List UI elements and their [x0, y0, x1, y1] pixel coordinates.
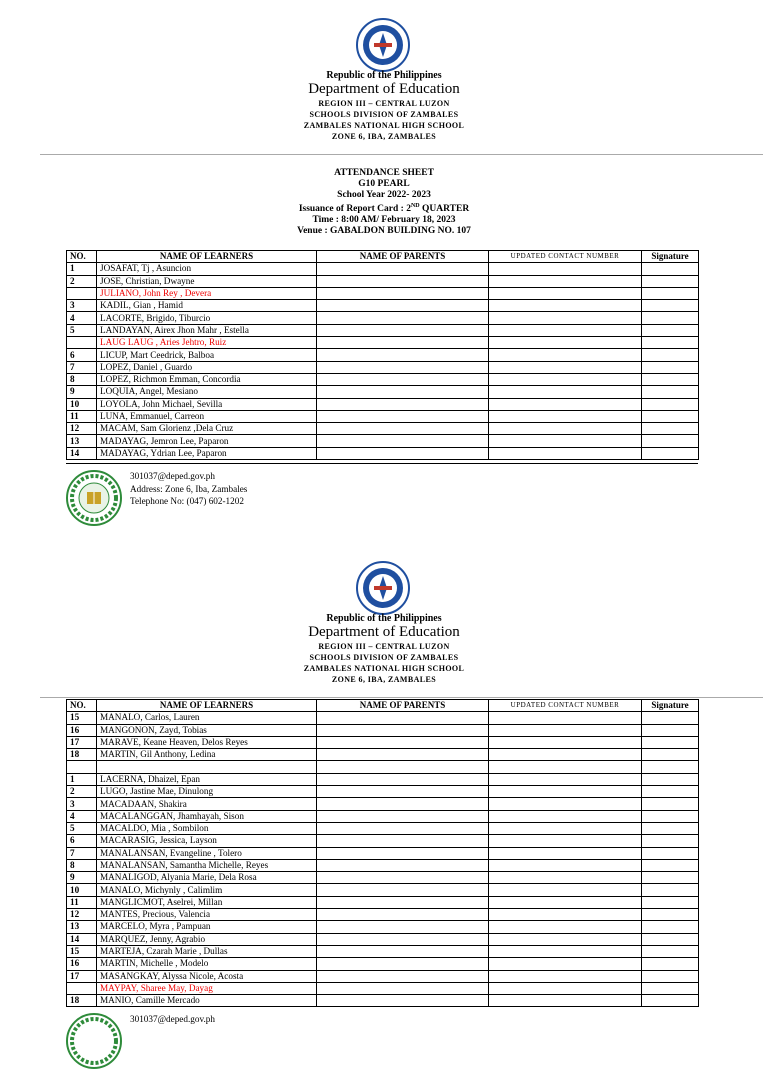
col-learners: NAME OF LEARNERS — [97, 251, 317, 263]
learner-name: MAYPAY, Sharee May, Dayag — [97, 982, 317, 994]
deped-seal-icon — [356, 18, 410, 72]
learner-name: MARAVE, Keane Heaven, Delos Reyes — [97, 736, 317, 748]
learner-name: MARQUEZ, Jenny, Agrabio — [97, 933, 317, 945]
table-row — [67, 410, 699, 422]
row-number: 8 — [67, 373, 97, 385]
row-number — [67, 982, 97, 994]
contact-number-cell — [489, 300, 642, 312]
row-number: 3 — [67, 798, 97, 810]
parent-name-cell — [317, 287, 489, 299]
learner-name: MADAYAG, Ydrian Lee, Paparon — [97, 447, 317, 459]
learner-name: MANGLICMOT, Aselrei, Millan — [97, 896, 317, 908]
table-row — [67, 712, 699, 724]
signature-cell — [642, 982, 699, 994]
contact-number-cell — [489, 958, 642, 970]
table-bottom-rule — [66, 463, 698, 464]
row-number: 3 — [67, 300, 97, 312]
table-row — [67, 275, 699, 287]
contact-number-cell — [489, 263, 642, 275]
col-contact: UPDATED CONTACT NUMBER — [489, 700, 642, 712]
parent-name-cell — [317, 386, 489, 398]
parent-name-cell — [317, 970, 489, 982]
parent-name-cell — [317, 373, 489, 385]
contact-number-cell — [489, 970, 642, 982]
sheet-venue: Venue : GABALDON BUILDING NO. 107 — [297, 226, 471, 237]
contact-number-cell — [489, 786, 642, 798]
footer-email: 301037@deped.gov.ph — [130, 471, 215, 481]
table-row — [67, 884, 699, 896]
table-row — [67, 361, 699, 373]
row-number: 18 — [67, 749, 97, 761]
contact-number-cell — [489, 773, 642, 785]
parent-name-cell — [317, 724, 489, 736]
signature-cell — [642, 896, 699, 908]
school-line: ZAMBALES NATIONAL HIGH SCHOOL — [303, 121, 465, 130]
table-row — [67, 909, 699, 921]
table-header-row — [67, 251, 699, 263]
learner-name: JOSE, Christian, Dwayne — [97, 275, 317, 287]
contact-number-cell — [489, 909, 642, 921]
table-row — [67, 736, 699, 748]
learner-name: MANALO, Carlos, Lauren — [97, 712, 317, 724]
learner-name: LOPEZ, Daniel , Guardo — [97, 361, 317, 373]
contact-number-cell — [489, 724, 642, 736]
learner-name: MADAYAG, Jemron Lee, Paparon — [97, 435, 317, 447]
table-row — [67, 447, 699, 459]
parent-name-cell — [317, 275, 489, 287]
parent-name-cell — [317, 410, 489, 422]
table-row — [67, 896, 699, 908]
row-number: 5 — [67, 324, 97, 336]
signature-cell — [642, 337, 699, 349]
table-row — [67, 312, 699, 324]
signature-cell — [642, 275, 699, 287]
learner-name: MANALO, Michynly , Calimlim — [97, 884, 317, 896]
learner-name: LICUP, Mart Ceedrick, Balboa — [97, 349, 317, 361]
learner-name: MARTEJA, Czarah Marie , Dullas — [97, 945, 317, 957]
contact-number-cell — [489, 337, 642, 349]
signature-cell — [642, 822, 699, 834]
signature-cell — [642, 995, 699, 1007]
contact-number-cell — [489, 749, 642, 761]
table-row — [67, 435, 699, 447]
learner-name: MARTIN, Michelle , Modelo — [97, 958, 317, 970]
contact-number-cell — [489, 859, 642, 871]
footer-email: 301037@deped.gov.ph — [130, 1014, 215, 1024]
row-number: 13 — [67, 435, 97, 447]
school-line: ZAMBALES NATIONAL HIGH SCHOOL — [303, 664, 465, 673]
sheet-issuance: Issuance of Report Card : 2ND QUARTER — [298, 203, 470, 215]
parent-name-cell — [317, 847, 489, 859]
learner-name: LOYOLA, John Michael, Sevilla — [97, 398, 317, 410]
col-no: NO. — [67, 251, 97, 263]
zone-line: ZONE 6, IBA, ZAMBALES — [331, 675, 437, 684]
contact-number-cell — [489, 398, 642, 410]
learner-name: LACORTE, Brigido, Tiburcio — [97, 312, 317, 324]
table-2a-spacer — [67, 761, 699, 773]
signature-cell — [642, 798, 699, 810]
sheet-title: ATTENDANCE SHEET — [334, 168, 434, 178]
table-row — [67, 786, 699, 798]
signature-cell — [642, 324, 699, 336]
row-number: 1 — [67, 773, 97, 785]
signature-cell — [642, 958, 699, 970]
signature-cell — [642, 736, 699, 748]
learner-name: MACARASIG, Jessica, Layson — [97, 835, 317, 847]
row-number: 15 — [67, 712, 97, 724]
parent-name-cell — [317, 835, 489, 847]
learner-name: JULIANO, John Rey , Devera — [97, 287, 317, 299]
signature-cell — [642, 909, 699, 921]
signature-cell — [642, 724, 699, 736]
table-row — [67, 287, 699, 299]
table-row — [67, 933, 699, 945]
row-number: 6 — [67, 835, 97, 847]
contact-number-cell — [489, 945, 642, 957]
parent-name-cell — [317, 982, 489, 994]
table-1-body — [67, 263, 699, 460]
learner-name: LOQUIA, Angel, Mesiano — [97, 386, 317, 398]
learner-name: MACALDO, Mia , Sombilon — [97, 822, 317, 834]
contact-number-cell — [489, 933, 642, 945]
parent-name-cell — [317, 423, 489, 435]
contact-number-cell — [489, 835, 642, 847]
learner-name: KADIL, Gian , Hamid — [97, 300, 317, 312]
parent-name-cell — [317, 896, 489, 908]
signature-cell — [642, 835, 699, 847]
signature-cell — [642, 945, 699, 957]
col-learners: NAME OF LEARNERS — [97, 700, 317, 712]
learner-name: LANDAYAN, Airex Jhon Mahr , Estella — [97, 324, 317, 336]
signature-cell — [642, 712, 699, 724]
parent-name-cell — [317, 712, 489, 724]
col-parents: NAME OF PARENTS — [317, 700, 489, 712]
department-title: Department of Education — [308, 624, 460, 640]
contact-number-cell — [489, 896, 642, 908]
parent-name-cell — [317, 798, 489, 810]
row-number: 6 — [67, 349, 97, 361]
parent-name-cell — [317, 859, 489, 871]
header-divider — [40, 697, 763, 698]
row-number: 5 — [67, 822, 97, 834]
parent-name-cell — [317, 945, 489, 957]
row-number: 9 — [67, 872, 97, 884]
table-row — [67, 749, 699, 761]
signature-cell — [642, 386, 699, 398]
table-row — [67, 263, 699, 275]
signature-cell — [642, 933, 699, 945]
signature-cell — [642, 361, 699, 373]
row-number: 13 — [67, 921, 97, 933]
learner-name: MANIO, Camille Mercado — [97, 995, 317, 1007]
signature-cell — [642, 410, 699, 422]
parent-name-cell — [317, 398, 489, 410]
row-number: 11 — [67, 410, 97, 422]
row-number: 18 — [67, 995, 97, 1007]
learner-name: MANTES, Precious, Valencia — [97, 909, 317, 921]
learner-name: MANALIGOD, Alyania Marie, Dela Rosa — [97, 872, 317, 884]
row-number — [67, 287, 97, 299]
contact-number-cell — [489, 312, 642, 324]
row-number: 2 — [67, 275, 97, 287]
signature-cell — [642, 921, 699, 933]
row-number: 1 — [67, 263, 97, 275]
footer-spacer — [130, 467, 300, 468]
contact-number-cell — [489, 810, 642, 822]
table-2b-body — [67, 773, 699, 1007]
learner-name: LAUG LAUG , Aries Jehtro, Ruiz — [97, 337, 317, 349]
learner-name: LUGO, Jastine Mae, Dinulong — [97, 786, 317, 798]
table-row — [67, 859, 699, 871]
contact-number-cell — [489, 447, 642, 459]
table-row — [67, 847, 699, 859]
table-row — [67, 373, 699, 385]
parent-name-cell — [317, 435, 489, 447]
parent-name-cell — [317, 349, 489, 361]
parent-name-cell — [317, 958, 489, 970]
table-row — [67, 798, 699, 810]
learner-name: MARTIN, Gil Anthony, Ledina — [97, 749, 317, 761]
contact-number-cell — [489, 287, 642, 299]
row-number: 11 — [67, 896, 97, 908]
row-number: 12 — [67, 909, 97, 921]
region-line: REGION III – CENTRAL LUZON — [318, 99, 450, 108]
contact-number-cell — [489, 435, 642, 447]
footer-phone: Telephone No: (047) 602-1202 — [130, 496, 244, 506]
row-number: 14 — [67, 933, 97, 945]
parent-name-cell — [317, 872, 489, 884]
row-number: 16 — [67, 958, 97, 970]
signature-cell — [642, 398, 699, 410]
region-line: REGION III – CENTRAL LUZON — [318, 642, 450, 651]
table-header-row — [67, 700, 699, 712]
col-contact: UPDATED CONTACT NUMBER — [489, 251, 642, 263]
table-row — [67, 872, 699, 884]
table-row — [67, 810, 699, 822]
table-row — [67, 423, 699, 435]
contact-number-cell — [489, 822, 642, 834]
table-row — [67, 337, 699, 349]
row-number: 7 — [67, 847, 97, 859]
contact-number-cell — [489, 373, 642, 385]
signature-cell — [642, 287, 699, 299]
parent-name-cell — [317, 361, 489, 373]
table-row — [67, 995, 699, 1007]
learner-name: LUNA, Emmanuel, Carreon — [97, 410, 317, 422]
table-row — [67, 349, 699, 361]
republic-title: Republic of the Philippines — [326, 70, 442, 81]
attendance-table-1 — [66, 250, 699, 460]
signature-cell — [642, 810, 699, 822]
contact-number-cell — [489, 361, 642, 373]
signature-cell — [642, 786, 699, 798]
republic-title: Republic of the Philippines — [326, 613, 442, 624]
signature-cell — [642, 773, 699, 785]
signature-cell — [642, 872, 699, 884]
learner-name: MACADAAN, Shakira — [97, 798, 317, 810]
learner-name: LACERNA, Dhaizel, Epan — [97, 773, 317, 785]
sheet-school-year: School Year 2022- 2023 — [337, 190, 431, 200]
page-1 — [0, 0, 768, 520]
contact-number-cell — [489, 884, 642, 896]
row-number: 17 — [67, 736, 97, 748]
row-number: 2 — [67, 786, 97, 798]
parent-name-cell — [317, 810, 489, 822]
table-row — [67, 835, 699, 847]
contact-number-cell — [489, 712, 642, 724]
contact-number-cell — [489, 872, 642, 884]
col-parents: NAME OF PARENTS — [317, 251, 489, 263]
contact-number-cell — [489, 386, 642, 398]
row-number: 15 — [67, 945, 97, 957]
row-number: 4 — [67, 312, 97, 324]
contact-number-cell — [489, 736, 642, 748]
col-signature: Signature — [642, 251, 699, 263]
footer — [66, 470, 366, 526]
col-signature: Signature — [642, 700, 699, 712]
sheet-info — [0, 168, 768, 237]
learner-name: MANGONON, Zayd, Tobias — [97, 724, 317, 736]
parent-name-cell — [317, 822, 489, 834]
signature-cell — [642, 423, 699, 435]
parent-name-cell — [317, 312, 489, 324]
parent-name-cell — [317, 324, 489, 336]
signature-cell — [642, 859, 699, 871]
parent-name-cell — [317, 786, 489, 798]
table-row — [67, 822, 699, 834]
learner-name: MANALANSAN, Samantha Michelle, Reyes — [97, 859, 317, 871]
signature-cell — [642, 373, 699, 385]
parent-name-cell — [317, 921, 489, 933]
contact-number-cell — [489, 423, 642, 435]
learner-name: LOPEZ, Richmon Emman, Concordia — [97, 373, 317, 385]
signature-cell — [642, 970, 699, 982]
parent-name-cell — [317, 995, 489, 1007]
row-number: 17 — [67, 970, 97, 982]
table-row — [67, 761, 699, 773]
row-number: 10 — [67, 398, 97, 410]
contact-number-cell — [489, 275, 642, 287]
contact-number-cell — [489, 995, 642, 1007]
zone-line: ZONE 6, IBA, ZAMBALES — [331, 132, 437, 141]
row-number: 14 — [67, 447, 97, 459]
signature-cell — [642, 349, 699, 361]
learner-name: JOSAFAT, Tj , Asuncion — [97, 263, 317, 275]
division-line: SCHOOLS DIVISION OF ZAMBALES — [309, 110, 459, 119]
learner-name: MASANGKAY, Alyssa Nicole, Acosta — [97, 970, 317, 982]
signature-cell — [642, 312, 699, 324]
row-number: 16 — [67, 724, 97, 736]
parent-name-cell — [317, 300, 489, 312]
table-row — [67, 398, 699, 410]
parent-name-cell — [317, 884, 489, 896]
school-logo-icon — [66, 1013, 122, 1069]
contact-number-cell — [489, 324, 642, 336]
school-logo-icon — [66, 470, 122, 526]
sheet-section: G10 PEARL — [358, 179, 410, 189]
signature-cell — [642, 263, 699, 275]
learner-name: MACALANGGAN, Jhamhayah, Sison — [97, 810, 317, 822]
table-row — [67, 300, 699, 312]
signature-cell — [642, 447, 699, 459]
learner-name: MANALANSAN, Evangeline , Tolero — [97, 847, 317, 859]
footer-address: Address: Zone 6, Iba, Zambales — [130, 483, 248, 494]
table-row — [67, 970, 699, 982]
row-number: 10 — [67, 884, 97, 896]
row-number: 8 — [67, 859, 97, 871]
parent-name-cell — [317, 933, 489, 945]
table-row — [67, 724, 699, 736]
table-row — [67, 958, 699, 970]
table-row — [67, 386, 699, 398]
col-no: NO. — [67, 700, 97, 712]
parent-name-cell — [317, 909, 489, 921]
contact-number-cell — [489, 847, 642, 859]
signature-cell — [642, 300, 699, 312]
parent-name-cell — [317, 749, 489, 761]
signature-cell — [642, 435, 699, 447]
parent-name-cell — [317, 736, 489, 748]
deped-seal-icon — [356, 561, 410, 615]
sheet-time: Time : 8:00 AM/ February 18, 2023 — [312, 215, 456, 226]
division-line: SCHOOLS DIVISION OF ZAMBALES — [309, 653, 459, 662]
row-number: 12 — [67, 423, 97, 435]
attendance-table-2a — [66, 699, 699, 1007]
footer — [66, 1013, 366, 1033]
contact-number-cell — [489, 798, 642, 810]
table-row — [67, 945, 699, 957]
learner-name: MARCELO, Myra , Pampuan — [97, 921, 317, 933]
table-2a-body — [67, 712, 699, 761]
page-2 — [0, 543, 768, 1024]
table-row — [67, 773, 699, 785]
row-number: 4 — [67, 810, 97, 822]
footer-contact — [130, 470, 247, 508]
row-number: 7 — [67, 361, 97, 373]
row-number — [67, 337, 97, 349]
parent-name-cell — [317, 263, 489, 275]
contact-number-cell — [489, 982, 642, 994]
table-row — [67, 921, 699, 933]
signature-cell — [642, 749, 699, 761]
signature-cell — [642, 884, 699, 896]
contact-number-cell — [489, 410, 642, 422]
parent-name-cell — [317, 447, 489, 459]
table-row — [67, 324, 699, 336]
header-divider — [40, 154, 763, 155]
contact-number-cell — [489, 921, 642, 933]
parent-name-cell — [317, 337, 489, 349]
signature-cell — [642, 847, 699, 859]
department-title: Department of Education — [308, 81, 460, 97]
learner-name: MACAM, Sam Glorienz ,Dela Cruz — [97, 423, 317, 435]
table-row — [67, 982, 699, 994]
contact-number-cell — [489, 349, 642, 361]
row-number: 9 — [67, 386, 97, 398]
parent-name-cell — [317, 773, 489, 785]
